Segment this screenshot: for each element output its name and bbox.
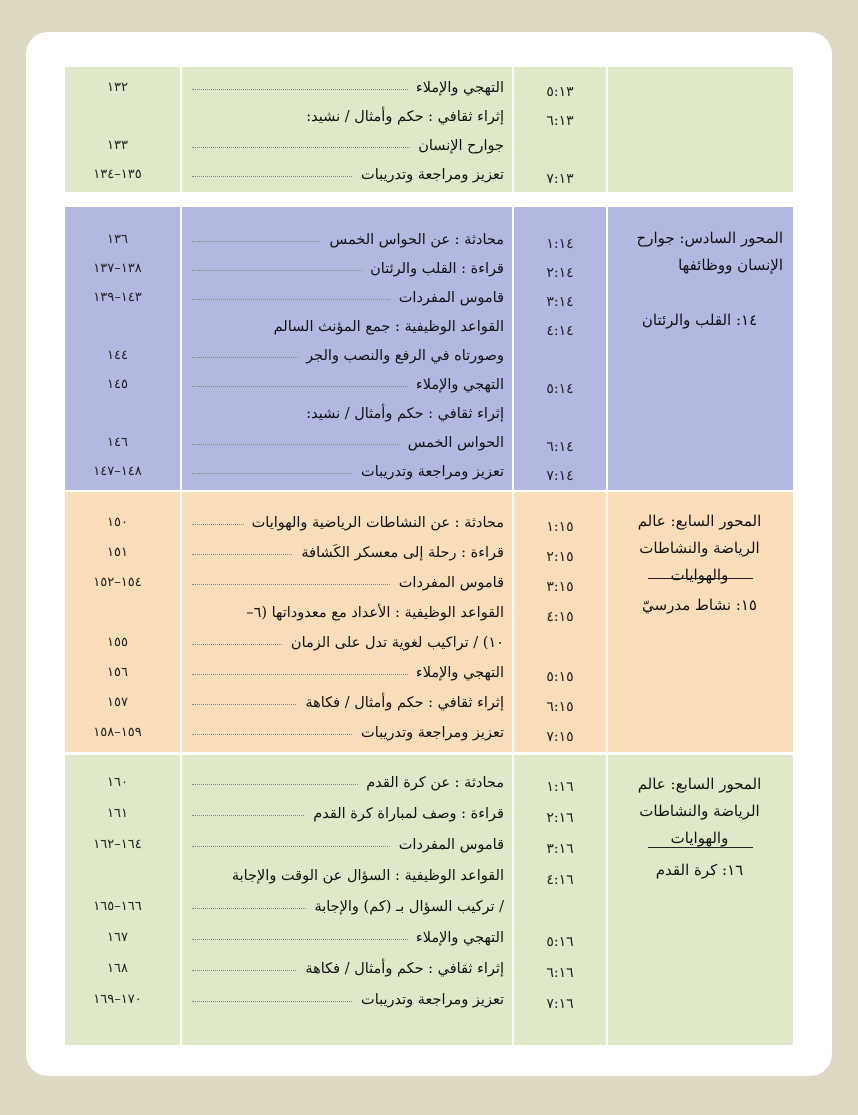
lesson-title: القواعد الوظيفية : السؤال عن الوقت والإجابة [224,863,504,889]
lessons-column [182,207,512,490]
lesson-row [192,832,504,858]
lesson-title: تعزيز ومراجعة وتدريبات [353,459,504,485]
page-number: ١٥٠ [107,515,128,530]
lesson-row [192,600,504,626]
lesson-title: محادثة : عن النشاطات الرياضية والهوايات [244,510,504,536]
lesson-number: ٧:١٥ [546,729,574,745]
themes-column [608,755,793,1045]
lessons-column [182,492,512,752]
lessons-column [182,755,512,1045]
theme-divider [648,578,753,579]
lesson-number: ١:١٦ [546,779,574,795]
page-number: ١٥٦ [107,665,128,680]
lesson-number: ٢:١٤ [546,265,574,281]
lesson-title: جوارح الإنسان [410,133,504,159]
lesson-title: وصورتاه في الرفع والنصب والجر [298,343,504,369]
page-number: ١٦٧ [107,930,128,945]
lesson-title: قراءة : وصف لمباراة كرة القدم [305,801,504,827]
lesson-title: قاموس المفردات [391,832,504,858]
lesson-row [192,987,504,1013]
lessons-column [182,67,512,192]
page-number: ١٦٤–١٦٢ [93,837,142,852]
page-number: ١٣٨–١٣٧ [93,261,142,276]
lesson-title: محادثة : عن الحواس الخمس [321,227,504,253]
lesson-title: / تركيب السؤال بـ (كم) والإجابة [306,894,504,920]
lesson-number: ٣:١٤ [546,294,574,310]
page-number: ١٤٨–١٤٧ [93,464,142,479]
lesson-row [192,720,504,746]
lesson-number: ٢:١٥ [546,549,574,565]
lesson-row [192,285,504,311]
lesson-number: ٦:١٥ [546,699,574,715]
lesson-row [192,863,504,889]
page-number: ١٤٤ [107,348,128,363]
pages-column [65,207,180,490]
page-number: ١٤٣–١٣٩ [93,290,142,305]
page-number: ١٣٥–١٣٤ [93,167,142,182]
lesson-row [192,459,504,485]
section-unit-16 [65,755,793,1045]
page-number: ١٣٢ [107,80,128,95]
lesson-number: ١:١٥ [546,519,574,535]
lesson-row [192,430,504,456]
page-number: ١٦٦–١٦٥ [93,899,142,914]
lesson-title: تعزيز ومراجعة وتدريبات [353,162,504,188]
lesson-number: ٤:١٤ [546,323,574,339]
pages-column [65,67,180,192]
lesson-row [192,630,504,656]
lesson-number: ٥:١٣ [546,84,574,100]
theme-title: المحور السابع: عالم الرياضة والنشاطات والهوايات [637,775,762,847]
lesson-row [192,256,504,282]
lesson-title: إثراء ثقافي : حكم وأمثال / نشيد: [298,104,504,130]
lesson-title: التهجي والإملاء [408,75,504,101]
theme-title: المحور السابع: عالم الرياضة والنشاطات والهوايات [637,512,762,584]
page-number: ١٥٧ [107,695,128,710]
unit-title: ١٥: نشاط مدرسيّ [642,596,757,614]
pages-column [65,492,180,752]
lesson-number: ٦:١٤ [546,439,574,455]
lesson-title: إثراء ثقافي : حكم وأمثال / فكاهة [297,690,504,716]
lesson-number: ٣:١٦ [546,841,574,857]
lesson-title: قاموس المفردات [391,570,504,596]
lesson-row [192,956,504,982]
page-number: ١٤٥ [107,377,128,392]
lesson-row [192,162,504,188]
unit-title: ١٤: القلب والرئتان [641,311,758,329]
page-number: ١٥٩–١٥٨ [93,725,142,740]
section-13-end [65,67,793,192]
lesson-title: قراءة : القلب والرئتان [362,256,504,282]
page-number: ١٥٥ [107,635,128,650]
page-number: ١٦١ [107,806,128,821]
lesson-row [192,133,504,159]
lesson-row [192,660,504,686]
lesson-title: إثراء ثقافي : حكم وأمثال / فكاهة [297,956,504,982]
page-number: ١٣٦ [107,232,128,247]
unit-title: ١٦: كرة القدم [655,861,744,879]
lesson-title: إثراء ثقافي : حكم وأمثال / نشيد: [298,401,504,427]
themes-column [608,207,793,490]
lesson-title: القواعد الوظيفية : جمع المؤنث السالم [266,314,504,340]
lesson-row [192,314,504,340]
lesson-number: ٣:١٥ [546,579,574,595]
lesson-row [192,801,504,827]
lesson-numbers-column [514,492,606,752]
lesson-row [192,104,504,130]
section-unit-15 [65,492,793,752]
lesson-row [192,570,504,596]
lesson-number: ٥:١٥ [546,669,574,685]
lesson-title: القواعد الوظيفية : الأعداد مع معدوداتها (٦– [238,600,504,626]
lesson-title: قاموس المفردات [391,285,504,311]
lesson-number: ٤:١٥ [546,609,574,625]
lesson-row [192,372,504,398]
lesson-title: التهجي والإملاء [408,925,504,951]
lesson-row [192,925,504,951]
lesson-number: ٥:١٦ [546,934,574,950]
theme-title: المحور السادس: جوارح الإنسان ووظائفها [636,229,783,274]
lesson-title: قراءة : رحلة إلى معسكر الكَشافة [293,540,504,566]
page-number: ١٥١ [107,545,128,560]
lesson-row [192,227,504,253]
theme-divider [648,847,753,848]
lesson-title: التهجي والإملاء [408,372,504,398]
lesson-title: ١٠) / تراكيب لغوية تدل على الزمان [283,630,504,656]
lesson-number: ٥:١٤ [546,381,574,397]
lesson-number: ٦:١٣ [546,113,574,129]
lesson-title: محادثة : عن كرة القدم [358,770,504,796]
pages-column [65,755,180,1045]
themes-column [608,67,793,192]
page-number: ١٤٦ [107,435,128,450]
lesson-row [192,540,504,566]
themes-column [608,492,793,752]
lesson-row [192,690,504,716]
lesson-numbers-column [514,755,606,1045]
lesson-row [192,75,504,101]
lesson-title: الحواس الخمس [400,430,504,456]
lesson-row [192,401,504,427]
page-number: ١٦٠ [107,775,128,790]
lesson-title: تعزيز ومراجعة وتدريبات [353,720,504,746]
lesson-number: ٢:١٦ [546,810,574,826]
lesson-row [192,894,504,920]
page-number: ١٧٠–١٦٩ [93,992,142,1007]
lesson-title: التهجي والإملاء [408,660,504,686]
section-unit-14 [65,207,793,490]
lesson-number: ١:١٤ [546,236,574,252]
lesson-numbers-column [514,67,606,192]
lesson-row [192,510,504,536]
lesson-title: تعزيز ومراجعة وتدريبات [353,987,504,1013]
lesson-number: ٧:١٦ [546,996,574,1012]
lesson-number: ٧:١٤ [546,468,574,484]
lesson-row [192,343,504,369]
page-number: ١٦٨ [107,961,128,976]
lesson-number: ٦:١٦ [546,965,574,981]
lesson-number: ٤:١٦ [546,872,574,888]
page-number: ١٥٤–١٥٢ [93,575,142,590]
page-number: ١٣٣ [107,138,128,153]
lesson-number: ٧:١٣ [546,171,574,187]
lesson-numbers-column [514,207,606,490]
lesson-row [192,770,504,796]
